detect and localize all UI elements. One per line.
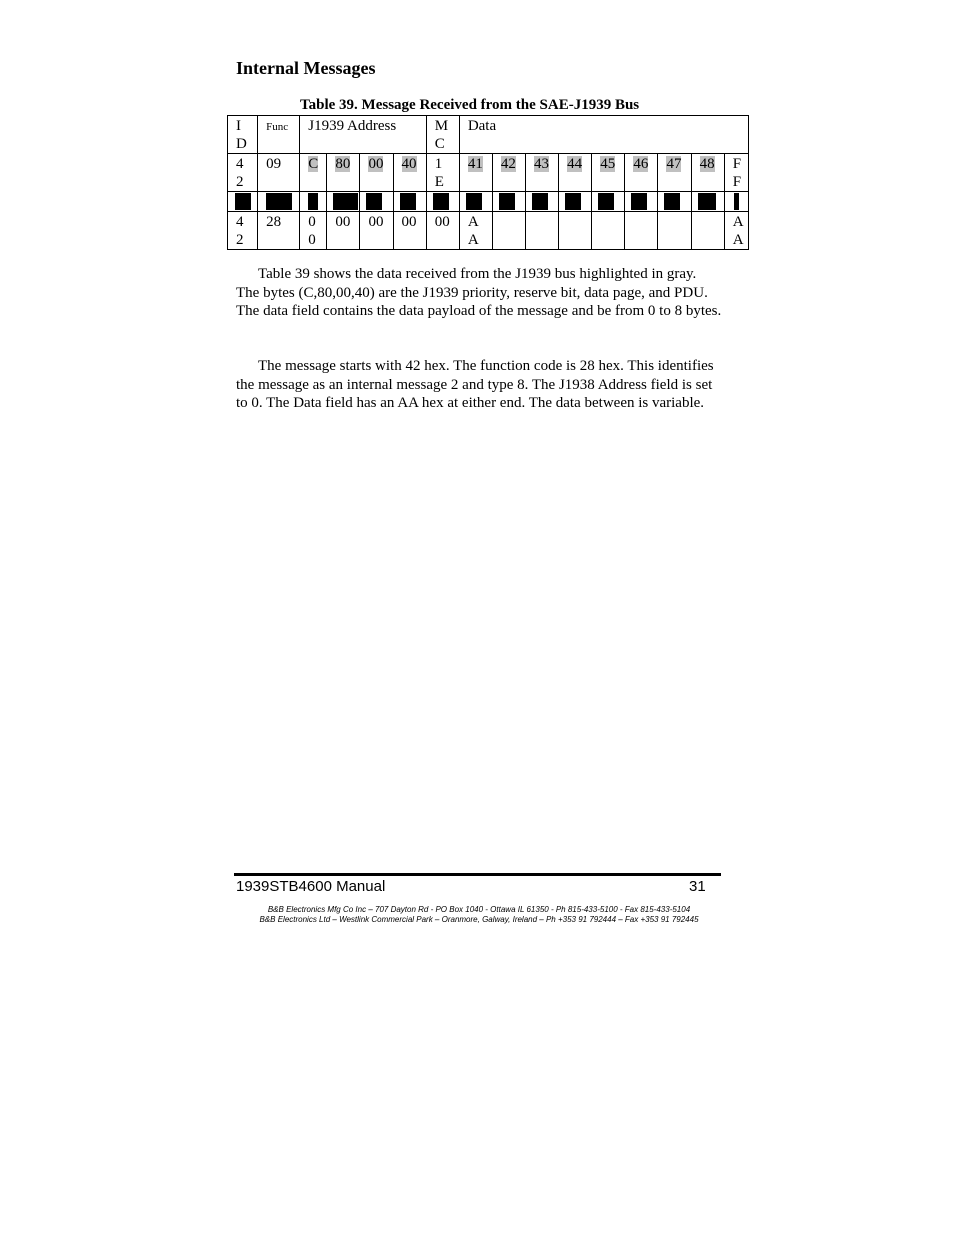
cell-data bbox=[658, 212, 691, 250]
separator-block bbox=[658, 192, 691, 212]
page-number: 31 bbox=[689, 878, 706, 895]
cell-data: 46 bbox=[625, 154, 658, 192]
separator-block bbox=[492, 192, 525, 212]
cell-end: A A bbox=[724, 212, 748, 250]
table-header-row bbox=[228, 116, 749, 154]
cell-data bbox=[526, 212, 559, 250]
header-id: I D bbox=[228, 116, 258, 154]
body-paragraph: The message starts with 42 hex. The function code is 28 hex. This identifies the message as an internal message 2 and type 8. The J1938 Address field is set to 0. The Data field has an AA hex at either end. The data between is variable. bbox=[236, 358, 714, 412]
footer-rule bbox=[234, 873, 721, 876]
header-data: Data bbox=[459, 116, 748, 154]
footer-address-us: B&B Electronics Mfg Co Inc – 707 Dayton Rd - PO Box 1040 - Ottawa IL 61350 - Ph 815-433-5100 - Fax 815-433-5104 bbox=[267, 905, 691, 914]
body-paragraph: Table 39 shows the data received from the J1939 bus highlighted in gray. The bytes (C,80,00,40) are the J1939 priority, reserve bit, data page, and PDU. The data field contains the data payload of the message and be from 0 to 8 bytes. bbox=[236, 266, 722, 320]
separator-block bbox=[426, 192, 459, 212]
message-table bbox=[227, 115, 749, 250]
cell-id: 4 2 bbox=[228, 154, 258, 192]
cell-addr: 00 bbox=[360, 212, 393, 250]
cell-data: 44 bbox=[559, 154, 592, 192]
separator-block bbox=[228, 192, 258, 212]
separator-block bbox=[459, 192, 492, 212]
cell-mc: 00 bbox=[426, 212, 459, 250]
cell-func: 09 bbox=[258, 154, 300, 192]
table-row bbox=[228, 212, 749, 250]
cell-data: 41 bbox=[459, 154, 492, 192]
separator-block bbox=[526, 192, 559, 212]
cell-data bbox=[691, 212, 724, 250]
cell-id: 4 2 bbox=[228, 212, 258, 250]
separator-block bbox=[393, 192, 426, 212]
cell-addr: 00 bbox=[393, 212, 426, 250]
footer-title: 1939STB4600 Manual bbox=[236, 878, 386, 895]
cell-data: 42 bbox=[492, 154, 525, 192]
separator-block bbox=[724, 192, 748, 212]
cell-data: 45 bbox=[592, 154, 625, 192]
cell-end: F F bbox=[724, 154, 748, 192]
separator-block bbox=[360, 192, 393, 212]
separator-block bbox=[300, 192, 327, 212]
table-separator-row bbox=[228, 192, 749, 212]
header-func: Func bbox=[258, 116, 300, 154]
cell-data bbox=[492, 212, 525, 250]
separator-block bbox=[327, 192, 360, 212]
header-mc: M C bbox=[426, 116, 459, 154]
table-row bbox=[228, 154, 749, 192]
separator-block bbox=[592, 192, 625, 212]
cell-data bbox=[625, 212, 658, 250]
cell-data: 47 bbox=[658, 154, 691, 192]
separator-block bbox=[625, 192, 658, 212]
footer-address-ireland: B&B Electronics Ltd – Westlink Commercial Park – Oranmore, Galway, Ireland – Ph +353 91 792444 – Fax +353 91 792445 bbox=[259, 915, 699, 924]
separator-block bbox=[258, 192, 300, 212]
cell-addr: 00 bbox=[360, 154, 393, 192]
cell-data bbox=[559, 212, 592, 250]
separator-block bbox=[691, 192, 724, 212]
cell-addr: 40 bbox=[393, 154, 426, 192]
cell-data: A A bbox=[459, 212, 492, 250]
cell-addr: C bbox=[300, 154, 327, 192]
cell-func: 28 bbox=[258, 212, 300, 250]
section-heading: Internal Messages bbox=[236, 58, 376, 78]
cell-data: 48 bbox=[691, 154, 724, 192]
table-caption: Table 39. Message Received from the SAE-J1939 Bus bbox=[300, 97, 640, 113]
header-address: J1939 Address bbox=[300, 116, 426, 154]
cell-mc: 1 E bbox=[426, 154, 459, 192]
cell-data: 43 bbox=[526, 154, 559, 192]
cell-data bbox=[592, 212, 625, 250]
separator-block bbox=[559, 192, 592, 212]
cell-addr: 00 bbox=[327, 212, 360, 250]
cell-addr: 80 bbox=[327, 154, 360, 192]
cell-addr: 0 0 bbox=[300, 212, 327, 250]
